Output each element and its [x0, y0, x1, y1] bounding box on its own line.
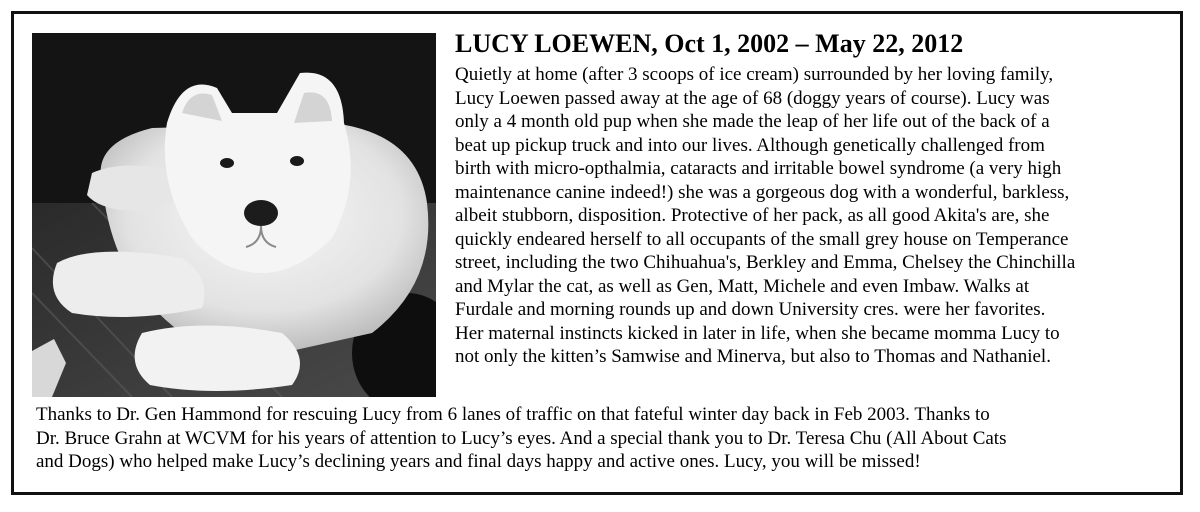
body-line: street, including the two Chihuahua's, Berkley and Emma, Chelsey the Chinchilla	[455, 252, 1076, 273]
memorial-title: LUCY LOEWEN, Oct 1, 2002 – May 22, 2012	[455, 29, 964, 58]
body-line: quickly endeared herself to all occupants of the small grey house on Temperance	[455, 228, 1069, 250]
body-line: only a 4 month old pup when she made the leap of her life out of the back of a	[455, 111, 1050, 132]
memorial-card	[11, 11, 1183, 495]
body-line: beat up pickup truck and into our lives. Although genetically challenged from	[455, 134, 1045, 156]
body-line: not only the kitten’s Samwise and Minerva, but also to Thomas and Nathaniel.	[455, 346, 1051, 367]
body-line: Her maternal instincts kicked in later in life, when she became momma Lucy to	[455, 322, 1060, 344]
body-line: Furdale and morning rounds up and down University cres. were her favorites.	[455, 299, 1046, 320]
memorial-body	[455, 63, 1180, 369]
body-line: and Mylar the cat, as well as Gen, Matt, Michele and even Imbaw. Walks at	[455, 275, 1030, 297]
thanks-line: Thanks to Dr. Gen Hammond for rescuing Lucy from 6 lanes of traffic on that fateful winter day back in Feb 2003. Thanks to	[36, 404, 990, 425]
body-line: maintenance canine indeed!) she was a gorgeous dog with a wonderful, barkless,	[455, 181, 1070, 203]
thanks-paragraph	[36, 403, 1181, 474]
thanks-line: Dr. Bruce Grahn at WCVM for his years of attention to Lucy’s eyes. And a special thank you to Dr. Teresa Chu (All About Cats	[36, 427, 1007, 449]
body-line: Lucy Loewen passed away at the age of 68 (doggy years of course). Lucy was	[455, 87, 1050, 109]
dog-photo	[32, 33, 436, 397]
body-line: albeit stubborn, disposition. Protective of her pack, as all good Akita's are, she	[455, 205, 1050, 226]
thanks-line: and Dogs) who helped make Lucy’s declining years and final days happy and active ones. Lucy, you will be missed!	[36, 451, 921, 472]
body-line: birth with micro-opthalmia, cataracts and irritable bowel syndrome (a very high	[455, 158, 1062, 179]
body-line: Quietly at home (after 3 scoops of ice cream) surrounded by her loving family,	[455, 64, 1054, 85]
